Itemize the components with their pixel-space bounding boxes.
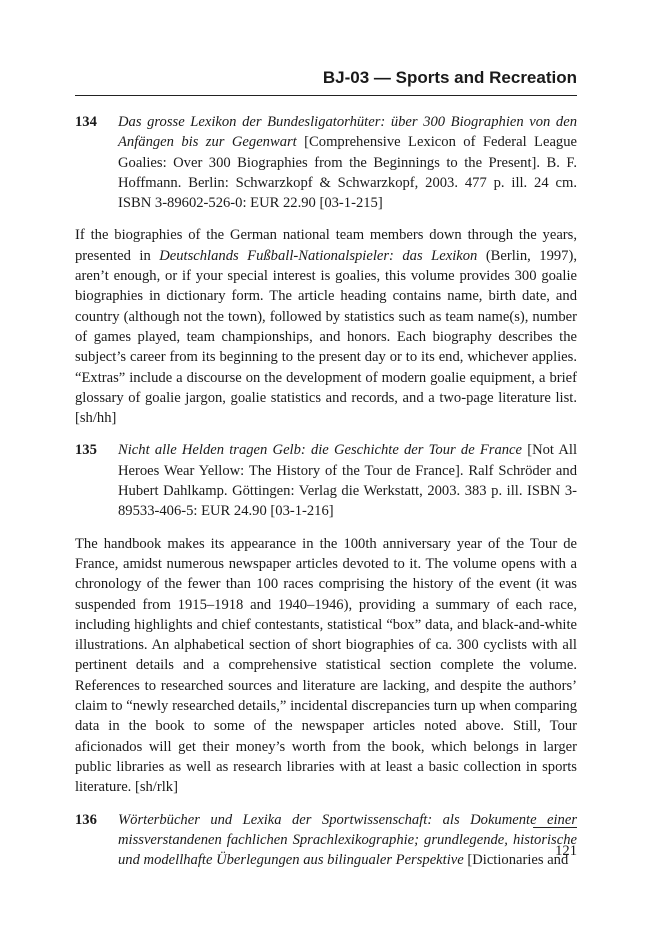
entry-number: 134 [75,114,97,130]
entry-title: Das grosse Lexikon der Bundesligatorhüter: über 300 Biographien von den Anfängen bis zur Gegenwart [118,114,577,151]
entry-number: 136 [75,811,97,828]
entry-title: Wörterbücher und Lexika der Sportwissenschaft: als Dokumente einer missverstandenen fachlichen Sprachlexikographie; grundlegende, historische und modellhafte Überlegungen aus bilingualer Perspektive [118,811,577,869]
header-rule [75,95,577,96]
entry-details: [Comprehensive Lexicon of Federal League Goalies: Over 300 Biographies from the Beginnings to the Present]. B. F. Hoffmann. Berlin: Schwarzkopf & Schwarzkopf, 2003. 477 p. ill. 24 cm. ISBN 3-89602-526-0: EUR 22.90 [03-1-215] [118,134,577,212]
review-paragraph: If the biographies of the German national team members down through the years, presented in Deutschlands Fußball-Nationalspieler: das Lexikon (Berlin, 1997), aren’t enough, or if your special interest is goalies, this volume provides 300 goalie biographies in dictionary form. The article heading contains name, birth date, and country (although not the town), followed by statistics such as team name(s), number of games played, team championships, and honors. Each biography describes the subject’s career from its beginning to the present day or to its end, whichever applies. “Extras” include a discourse on the development of modern goalie equipment, a brief glossary of goalie jargon, goalie statistics and records, and a two-page literature list. [sh/hh] [75,227,577,427]
bibliography-entry [75,440,577,521]
entry-title: Nicht alle Helden tragen Gelb: die Geschichte der Tour de France [118,442,523,459]
bibliography-entry [75,810,577,871]
entry-details: [Not All Heroes Wear Yellow: The History of the Tour de France]. Ralf Schröder and Hubert Dahlkamp. Göttingen: Verlag die Werkstatt, 2003. 383 p. ill. ISBN 3-89533-406-5: EUR 24.90 [03-1-216] [118,442,577,520]
bibliography-entry [75,112,577,213]
page-number: 121 [555,843,577,859]
footer-rule [533,827,577,828]
entry-details: [Dictionaries and [463,852,569,869]
entry-number: 135 [75,442,97,459]
review-paragraph: The handbook makes its appearance in the 100th anniversary year of the Tour de France, amidst numerous newspaper articles devoted to it. The volume opens with a chronology of the fewer than 100 races comprising the history of the event (it was suspended from 1915–1918 and 1940–1946), providing a summary of each race, including highlights and chief contestants, statistical “box” data, and black-and-white illustrations. An alphabetical section of short biographies of ca. 300 cyclists with all pertinent details and a comprehensive statistical section complete the volume. References to researched sources and literature are lacking, and despite the authors’ claim to “newly researched details,” incidental discrepancies turn up when comparing data in the book to some of the newspaper articles noted above. Still, Tour aficionados will get their money’s worth from the book, which belongs in larger public libraries as well as research libraries with at least a basic collection in sports literature. [sh/rlk] [75,535,577,796]
page-body [75,112,577,882]
cited-title: Deutschlands Fußball-Nationalspieler: das Lexikon [159,247,478,264]
running-header: BJ-03 — Sports and Recreation [322,68,577,87]
